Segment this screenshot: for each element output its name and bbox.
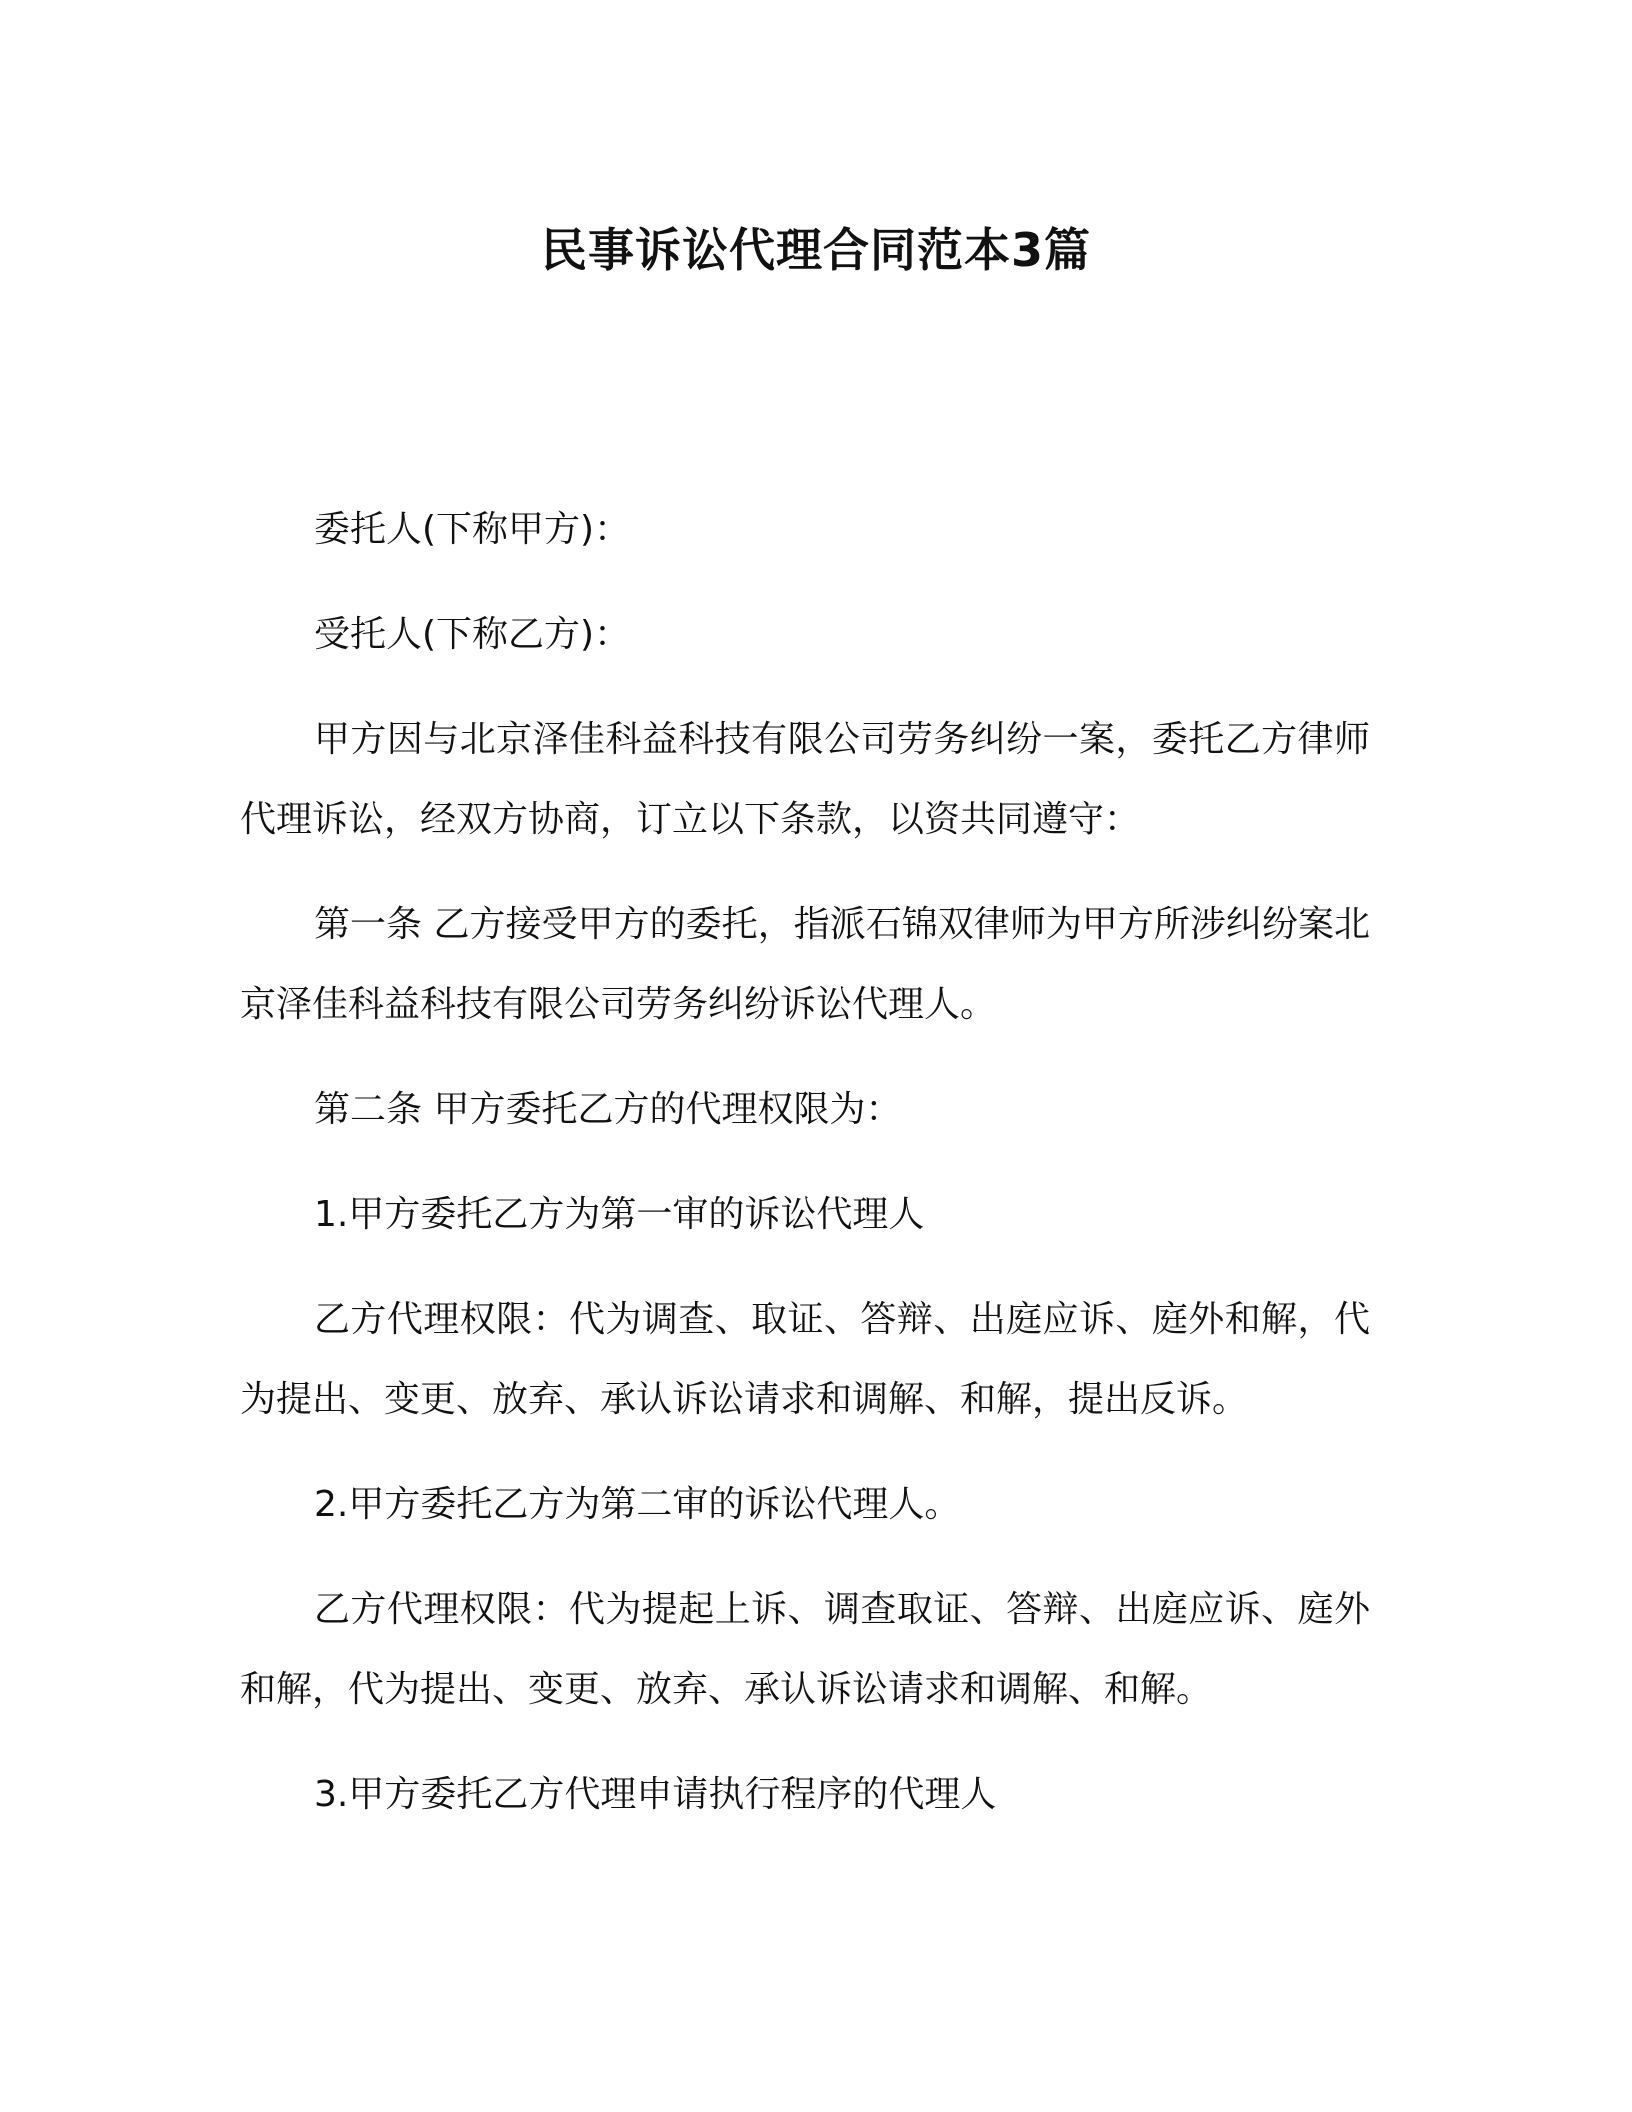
paragraph-article-2: 第二条 甲方委托乙方的代理权限为： bbox=[314, 1089, 902, 1130]
paragraph-item-2-authority: 乙方代理权限：代为提起上诉、调查取证、答辩、出庭应诉、庭外和解，代为提出、变更、放弃、承认诉讼请求和调解、和解。 bbox=[240, 1589, 1370, 1710]
paragraph-preamble: 甲方因与北京泽佳科益科技有限公司劳务纠纷一案，委托乙方律师代理诉讼，经双方协商，订立以下条款，以资共同遵守： bbox=[240, 719, 1370, 840]
document-title: 民事诉讼代理合同范本3篇 bbox=[540, 223, 1091, 277]
paragraph-principal: 委托人(下称甲方)： bbox=[314, 509, 631, 550]
paragraph-item-1-authority: 乙方代理权限：代为调查、取证、答辩、出庭应诉、庭外和解，代为提出、变更、放弃、承认诉讼请求和调解、和解，提出反诉。 bbox=[240, 1299, 1370, 1420]
paragraph-agent: 受托人(下称乙方)： bbox=[314, 614, 631, 655]
paragraph-item-1: 1.甲方委托乙方为第一审的诉讼代理人 bbox=[314, 1194, 925, 1235]
document-body bbox=[240, 490, 1370, 1860]
paragraph-item-3: 3.甲方委托乙方代理申请执行程序的代理人 bbox=[314, 1774, 997, 1815]
paragraph-item-2: 2.甲方委托乙方为第二审的诉讼代理人。 bbox=[314, 1484, 961, 1525]
paragraph-article-1: 第一条 乙方接受甲方的委托，指派石锦双律师为甲方所涉纠纷案北京泽佳科益科技有限公司劳务纠纷诉讼代理人。 bbox=[240, 904, 1370, 1025]
